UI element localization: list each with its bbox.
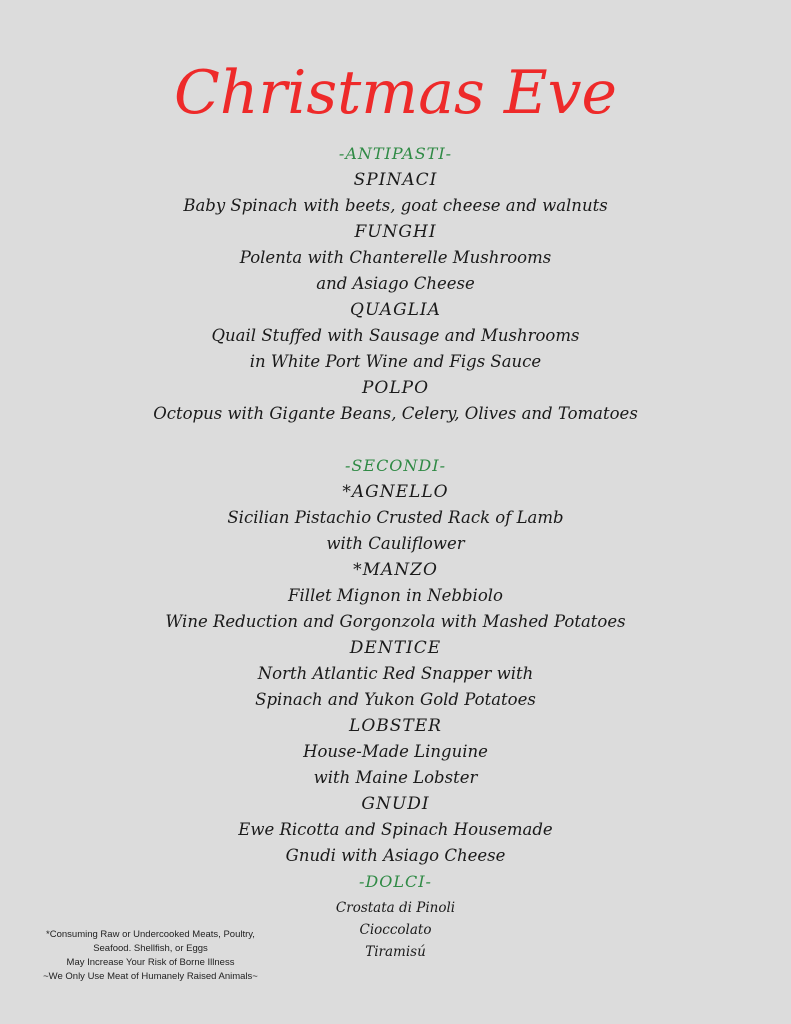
- menu-body: [0, 141, 791, 963]
- dish-name: DENTICE: [349, 638, 442, 658]
- dish-description: Wine Reduction and Gorgonzola with Mashed Potatoes: [165, 612, 626, 631]
- dessert-item: Tiramisú: [365, 944, 426, 960]
- dish-description: with Maine Lobster: [313, 768, 478, 787]
- dish-description: Baby Spinach with beets, goat cheese and walnuts: [183, 196, 608, 215]
- section-heading-antipasti: -ANTIPASTI-: [338, 144, 453, 163]
- dish-description: with Cauliflower: [326, 534, 465, 553]
- dish-name: FUNGHI: [354, 222, 437, 242]
- section-spacer: [0, 427, 791, 453]
- dish-name: LOBSTER: [349, 716, 442, 736]
- dish-description: Gnudi with Asiago Cheese: [285, 846, 506, 865]
- dish-name: POLPO: [361, 378, 430, 398]
- dish-description: in White Port Wine and Figs Sauce: [249, 352, 542, 371]
- dish-description: Fillet Mignon in Nebbiolo: [288, 586, 503, 605]
- dish-description: House-Made Linguine: [303, 742, 488, 761]
- dish-name: GNUDI: [361, 794, 430, 814]
- dish-description: Octopus with Gigante Beans, Celery, Olives and Tomatoes: [153, 404, 638, 423]
- dish-name: *MANZO: [353, 560, 438, 580]
- dish-description: Spinach and Yukon Gold Potatoes: [255, 690, 536, 709]
- dish-description: Polenta with Chanterelle Mushrooms: [239, 248, 552, 267]
- dish-description: Sicilian Pistachio Crusted Rack of Lamb: [227, 508, 564, 527]
- section-heading-dolci: -DOLCI-: [359, 872, 432, 891]
- disclaimer-line: May Increase Your Risk of Borne Illness: [66, 957, 235, 968]
- dish-name: SPINACI: [353, 170, 438, 190]
- section-heading-secondi: -SECONDI-: [345, 456, 446, 475]
- dish-description: North Atlantic Red Snapper with: [257, 664, 534, 683]
- dish-description: Quail Stuffed with Sausage and Mushrooms: [211, 326, 580, 345]
- disclaimer-line: Seafood. Shellfish, or Eggs: [93, 943, 208, 954]
- disclaimer-line: ~We Only Use Meat of Humanely Raised Animals~: [43, 971, 258, 982]
- dessert-item: Crostata di Pinoli: [335, 900, 456, 916]
- dish-description: Ewe Ricotta and Spinach Housemade: [238, 820, 553, 839]
- dessert-item: Cioccolato: [359, 922, 432, 938]
- dish-name: *AGNELLO: [342, 482, 449, 502]
- health-disclaimer: [18, 928, 283, 984]
- disclaimer-line: *Consuming Raw or Undercooked Meats, Poultry,: [46, 929, 255, 940]
- dish-description: and Asiago Cheese: [316, 274, 475, 293]
- dish-name: QUAGLIA: [350, 300, 441, 320]
- page-title: Christmas Eve: [173, 58, 618, 128]
